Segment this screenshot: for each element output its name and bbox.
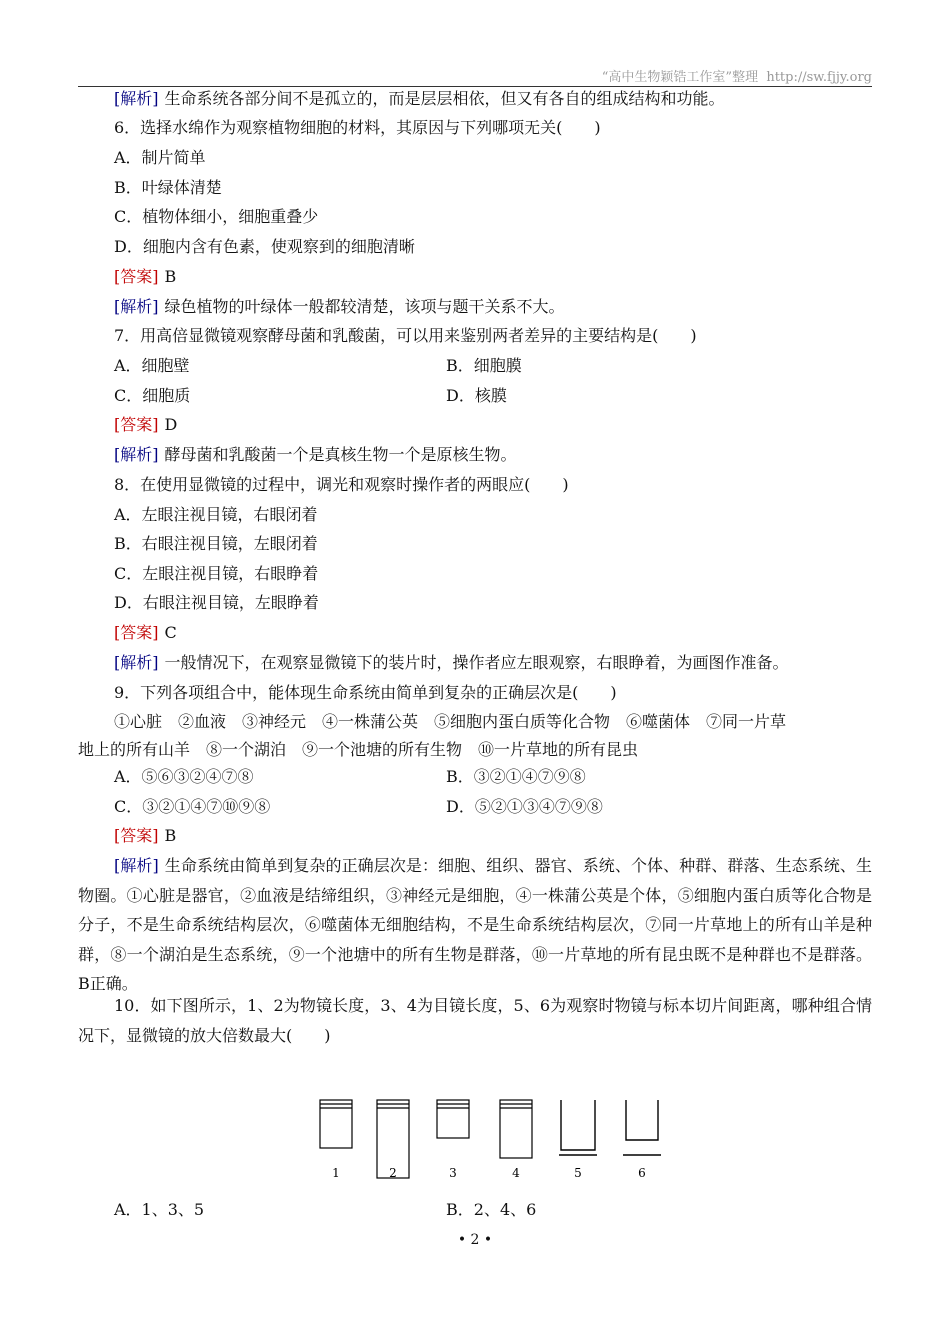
q9-option-a: A．⑤⑥③②④⑦⑧	[114, 767, 254, 786]
lens-figure	[315, 1095, 665, 1185]
answer-tag: [答案]	[114, 623, 159, 642]
analysis-text: 生命系统由简单到复杂的正确层次是：细胞、组织、器官、系统、个体、种群、群落、生态系统、生物圈。①心脏是器官，②血液是结缔组织，③神经元是细胞，④一株蒲公英是个体，⑤细胞内蛋白质等化合物是分子，不是生命系统结构层次，⑥噬菌体无细胞结构，不是生命系统结构层次，⑦同一片草地上的所有山羊是种群，⑧一个湖泊是生态系统，⑨一个池塘中的所有生物是群落，⑩一片草地的所有昆虫既不是种群也不是群落。B正确。	[78, 856, 872, 993]
analysis-tag: [解析]	[114, 297, 159, 316]
q7-answer	[114, 415, 177, 435]
q8-answer	[114, 623, 177, 643]
figure-label-3: 3	[449, 1166, 457, 1180]
answer-value: C	[164, 623, 177, 642]
q8-option-c: C．左眼注视目镜，右眼睁着	[114, 564, 319, 583]
q8-option-d: D．右眼注视目镜，左眼睁着	[114, 593, 319, 612]
q10-option-a: A．1、3、5	[114, 1200, 205, 1219]
q5-analysis	[114, 89, 725, 109]
q8-analysis	[114, 653, 789, 673]
distance-diagram-5	[559, 1100, 597, 1155]
q7-stem: 7．用高倍显微镜观察酵母菌和乳酸菌，可以用来鉴别两者差异的主要结构是( )	[114, 326, 697, 345]
q6-option-c: C．植物体细小，细胞重叠少	[114, 207, 319, 226]
q7-option-a: A．细胞壁	[114, 356, 190, 375]
answer-tag: [答案]	[114, 267, 159, 286]
header-text: “高中生物颖锆工作室”整理 http://sw.fjjy.org	[601, 70, 872, 85]
eyepiece-lens-4	[500, 1100, 532, 1158]
page-number: • 2 •	[457, 1232, 493, 1248]
analysis-tag: [解析]	[114, 653, 159, 672]
q8-stem: 8．在使用显微镜的过程中，调光和观察时操作者的两眼应( )	[114, 475, 569, 494]
answer-value: D	[164, 415, 178, 434]
q10-option-b: B．2、4、6	[446, 1200, 537, 1219]
q8-option-a: A．左眼注视目镜，右眼闭着	[114, 505, 318, 524]
answer-value: B	[164, 826, 177, 845]
q9-option-b: B．③②①④⑦⑨⑧	[446, 767, 586, 786]
eyepiece-lens-3	[437, 1100, 469, 1138]
answer-value: B	[164, 267, 177, 286]
q7-option-c: C．细胞质	[114, 386, 191, 405]
distance-diagram-6	[623, 1100, 661, 1155]
q7-option-b: B．细胞膜	[446, 356, 522, 375]
q9-answer	[114, 826, 176, 846]
q6-stem: 6．选择水绵作为观察植物细胞的材料，其原因与下列哪项无关( )	[114, 118, 601, 137]
q6-analysis	[114, 297, 565, 317]
q9-option-c: C．③②①④⑦⑩⑨⑧	[114, 797, 271, 816]
q6-option-a: A．制片简单	[114, 148, 206, 167]
q6-answer	[114, 267, 176, 287]
q9-option-d: D．⑤②①③④⑦⑨⑧	[446, 797, 603, 816]
analysis-tag: [解析]	[114, 445, 159, 464]
q9-analysis	[78, 851, 872, 999]
q7-analysis	[114, 445, 517, 465]
q6-option-b: B．叶绿体清楚	[114, 178, 222, 197]
q9-items-line1: ①心脏 ②血液 ③神经元 ④一株蒲公英 ⑤细胞内蛋白质等化合物 ⑥噬菌体 ⑦同一片草	[114, 712, 787, 731]
page-header	[78, 60, 872, 87]
figure-label-6: 6	[638, 1166, 646, 1180]
analysis-text: 生命系统各部分间不是孤立的，而是层层相依，但又有各自的组成结构和功能。	[164, 89, 725, 108]
objective-lens-1	[320, 1100, 352, 1148]
figure-label-5: 5	[574, 1166, 582, 1180]
q6-option-d: D．细胞内含有色素，使观察到的细胞清晰	[114, 237, 415, 256]
analysis-text: 绿色植物的叶绿体一般都较清楚，该项与题干关系不大。	[164, 297, 565, 316]
analysis-tag: [解析]	[114, 89, 159, 108]
q9-items-line2: 地上的所有山羊 ⑧一个湖泊 ⑨一个池塘的所有生物 ⑩一片草地的所有昆虫	[78, 740, 639, 759]
analysis-text: 酵母菌和乳酸菌一个是真核生物一个是原核生物。	[164, 445, 517, 464]
answer-tag: [答案]	[114, 826, 159, 845]
q8-option-b: B．右眼注视目镜，左眼闭着	[114, 534, 318, 553]
answer-tag: [答案]	[114, 415, 159, 434]
q10-stem: 10．如下图所示，1、2为物镜长度，3、4为目镜长度，5、6为观察时物镜与标本切片间距离，哪种组合情况下，显微镜的放大倍数最大( )	[78, 996, 872, 1045]
figure-label-2: 2	[389, 1166, 397, 1180]
analysis-text: 一般情况下，在观察显微镜下的装片时，操作者应左眼观察，右眼睁着，为画图作准备。	[164, 653, 789, 672]
q7-option-d: D．核膜	[446, 386, 507, 405]
analysis-tag: [解析]	[114, 856, 159, 875]
q9-stem: 9．下列各项组合中，能体现生命系统由简单到复杂的正确层次是( )	[114, 683, 617, 702]
figure-label-4: 4	[512, 1166, 520, 1180]
figure-label-1: 1	[332, 1166, 340, 1180]
